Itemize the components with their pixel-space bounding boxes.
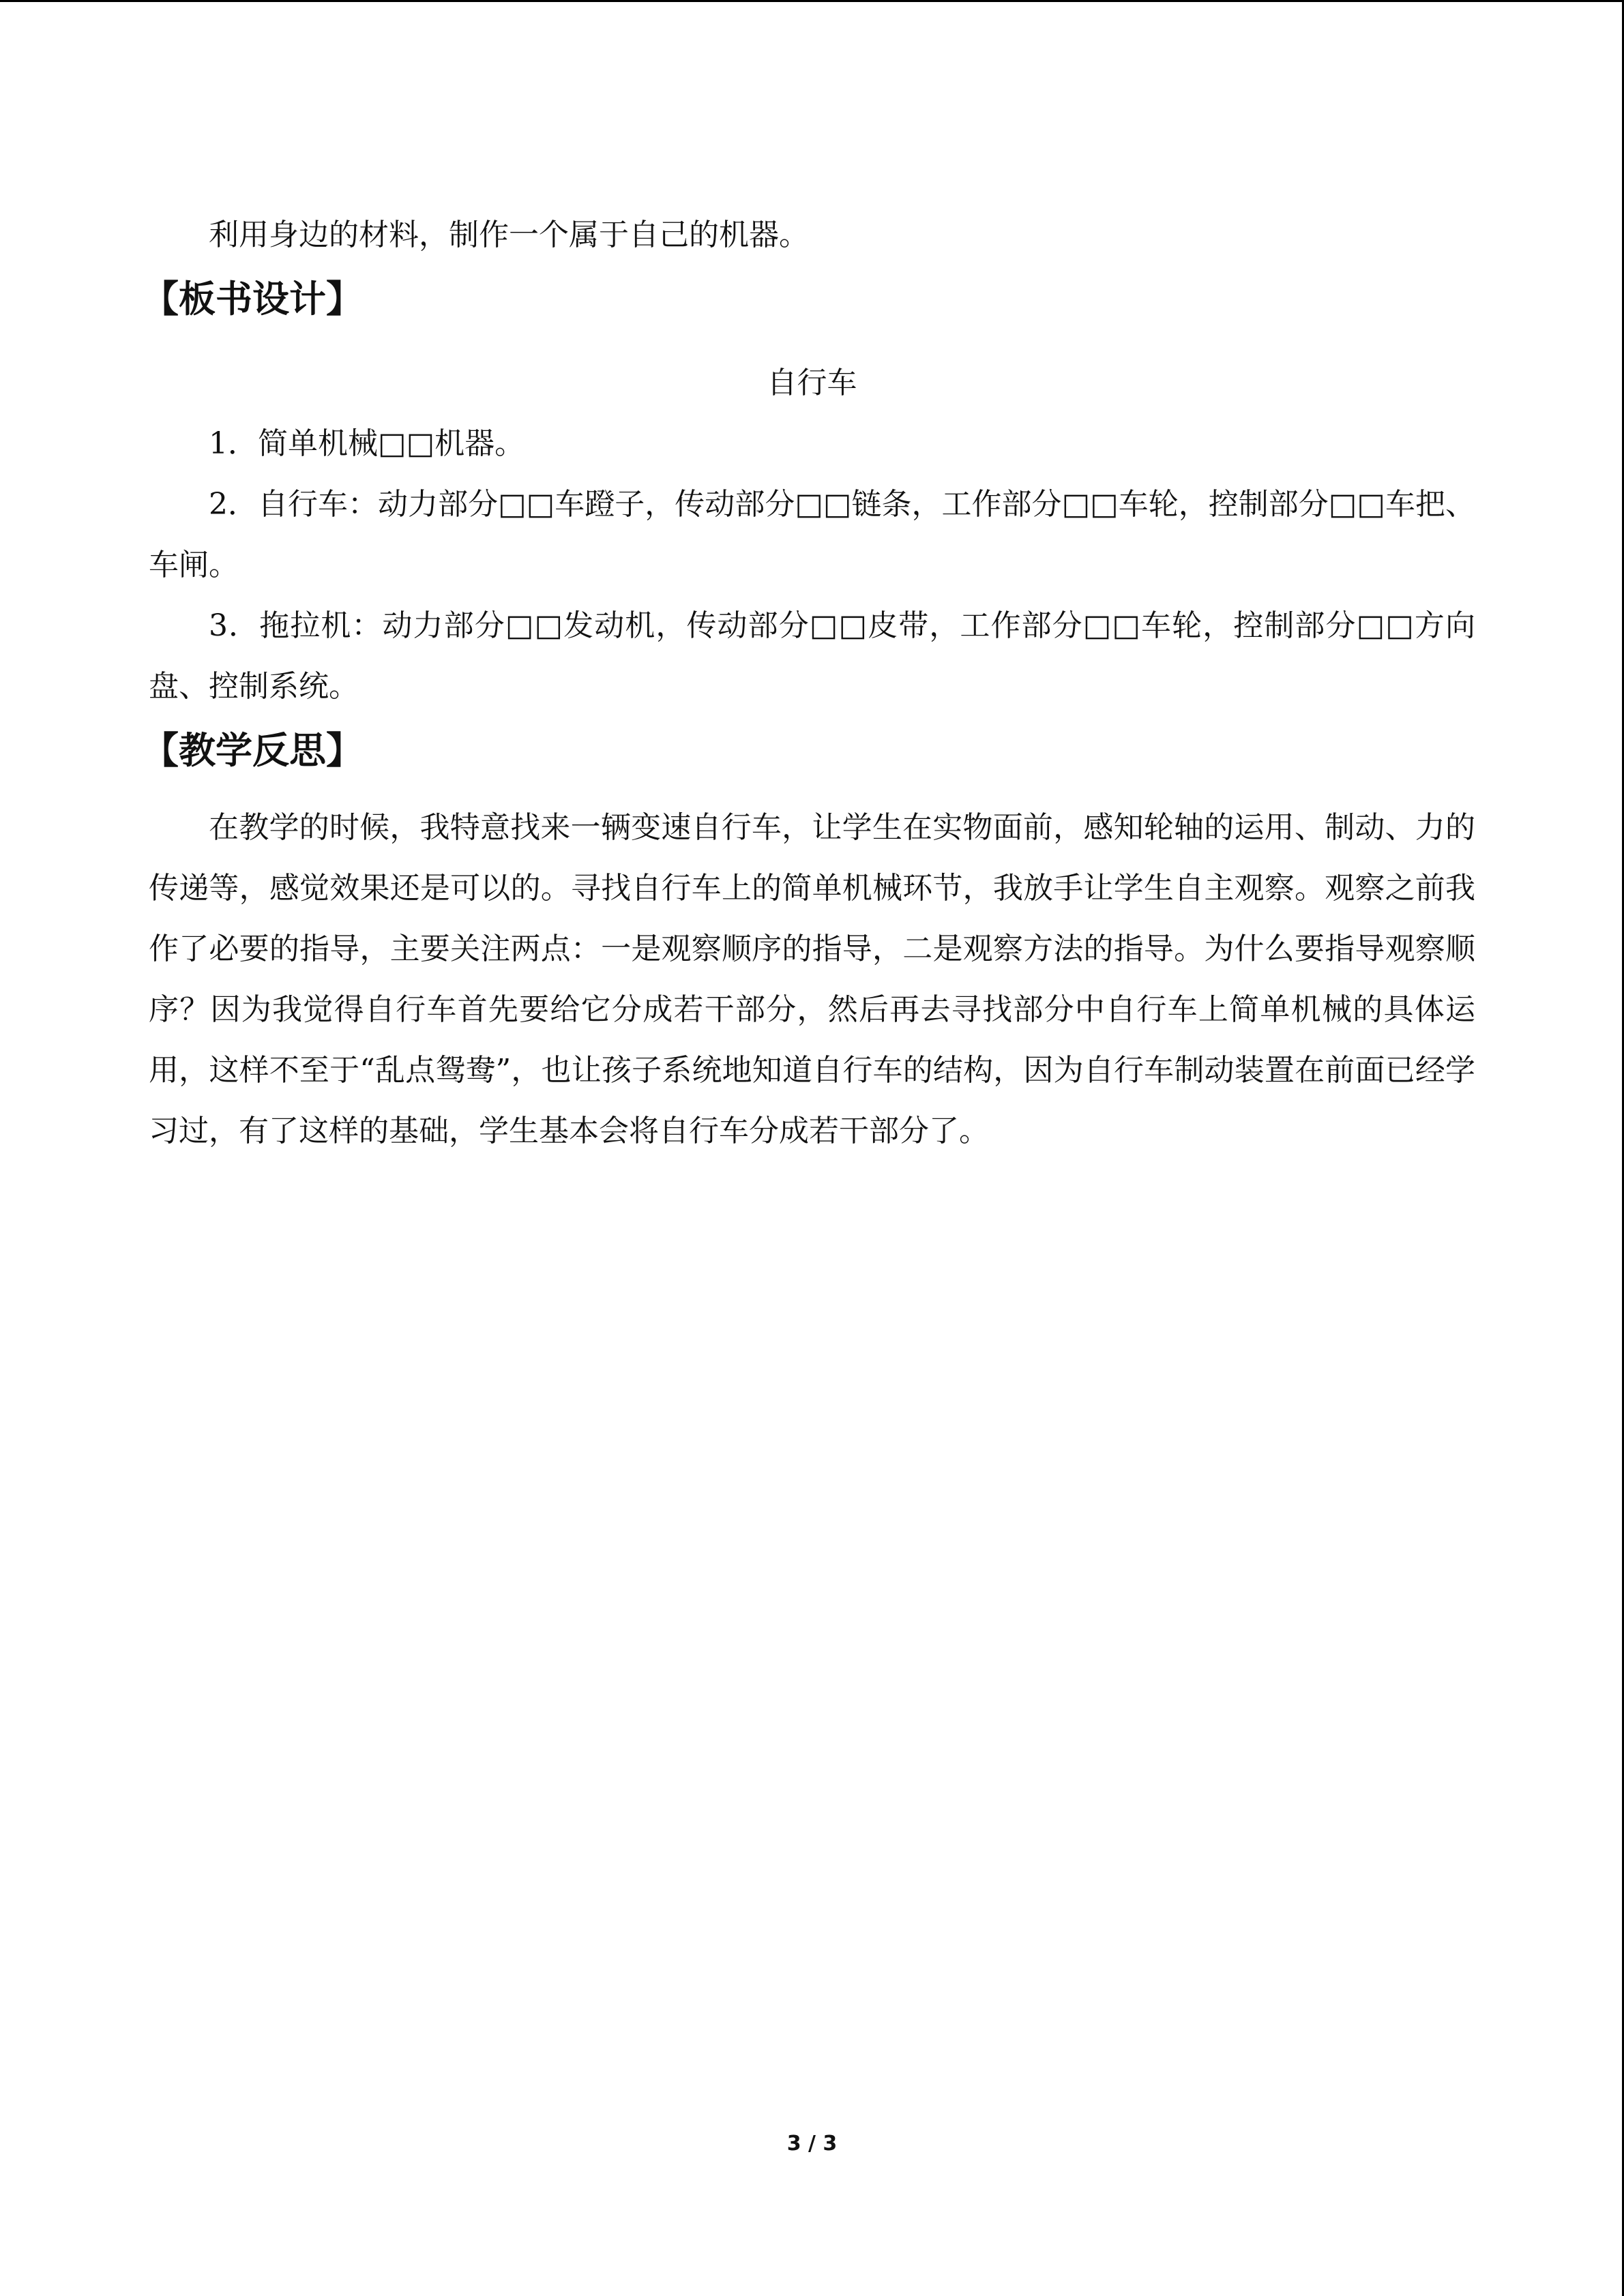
page-number: 3 / 3 — [786, 2132, 838, 2156]
intro-paragraph: 利用身边的材料，制作一个属于自己的机器。 — [209, 218, 809, 252]
spacer — [149, 785, 1475, 797]
board-design-title: 自行车 — [767, 366, 857, 400]
board-design-heading: 【板书设计】 — [142, 278, 363, 320]
reflection-heading: 【教学反思】 — [142, 729, 363, 772]
page-border-top — [0, 0, 1624, 2]
reflection-paragraph: 在教学的时候，我特意找来一辆变速自行车，让学生在实物面前，感知轮轴的运用、制动、力的传递等，感觉效果还是可以的。寻找自行车上的简单机械环节，我放手让学生自主观察。观察之前我作了必要的指导，主要关注两点：一是观察顺序的指导，二是观察方法的指导。为什么要指导观察顺序？因为我觉得自行车首先要给它分成若干部分，然后再去寻找部分中自行车上简单机械的具体运用，这样不至于“乱点鸳鸯”，也让孩子系统地知道自行车的结构，因为自行车制动装置在前面已经学习过，有了这样的基础，学生基本会将自行车分成若干部分了。 — [149, 810, 1475, 1148]
spacer — [149, 333, 1475, 353]
board-item-1: 1．简单机械□□机器。 — [209, 426, 525, 461]
document-body — [142, 205, 1475, 1161]
board-item-3: 3．拖拉机：动力部分□□发动机，传动部分□□皮带，工作部分□□车轮，控制部分□□方向盘、控制系统。 — [149, 608, 1475, 704]
board-item-2: 2．自行车：动力部分□□车蹬子，传动部分□□链条，工作部分□□车轮，控制部分□□车把、车闸。 — [149, 487, 1475, 582]
